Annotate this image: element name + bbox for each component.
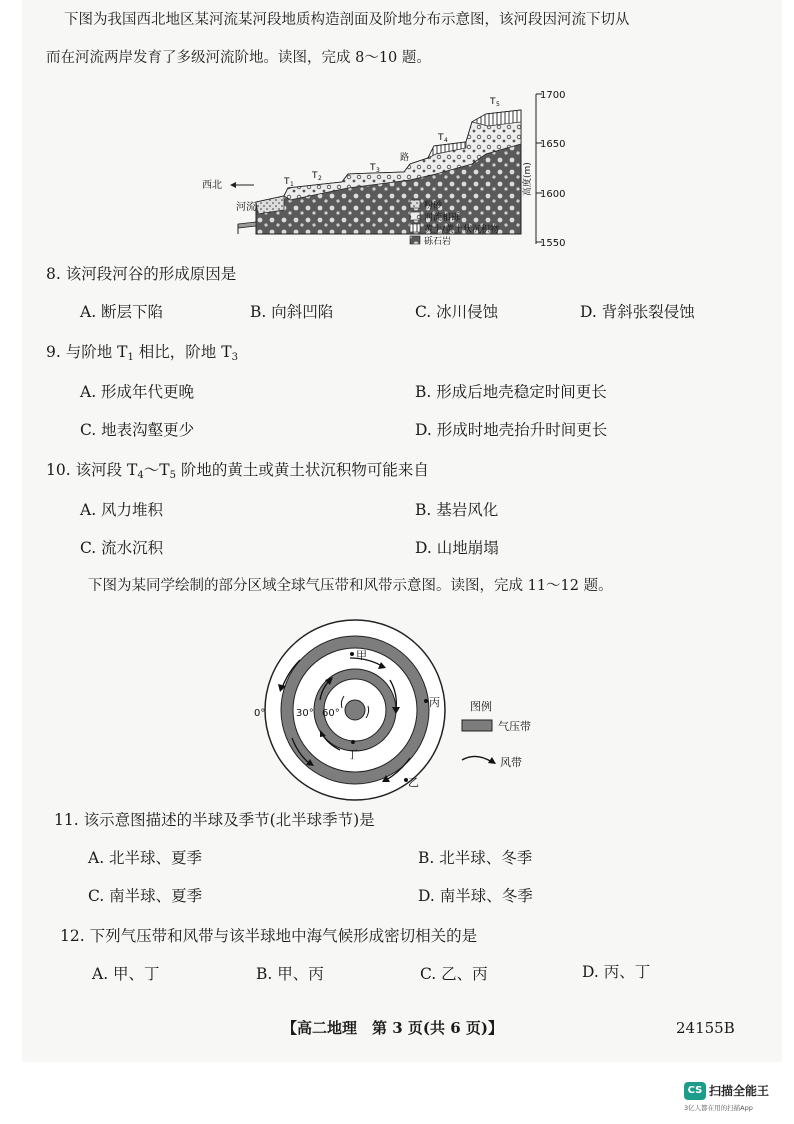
- question-12-stem: 12. 下列气压带和风带与该半球地中海气候形成密切相关的是: [60, 927, 478, 945]
- point-jia: 甲: [356, 649, 367, 662]
- question-8-option-b[interactable]: B. 向斜凹陷: [250, 303, 334, 321]
- question-9-option-c[interactable]: C. 地表沟壑更少: [80, 421, 195, 439]
- question-9-stem: 9. 与阶地 $T_1$ 相比，阶地 $T_3$: [46, 343, 238, 363]
- question-8-stem: 8. 该河段河谷的形成原因是: [46, 265, 237, 283]
- legend-wind-label: 风带: [500, 756, 522, 769]
- page-footer-title: 【高二地理 第 3 页(共 6 页)】: [282, 1019, 503, 1037]
- svg-text:2: 2: [318, 175, 322, 182]
- pressure-wind-figure: [240, 618, 560, 808]
- question-12-option-a[interactable]: A. 甲、丁: [92, 965, 160, 983]
- svg-text:4: 4: [444, 137, 448, 144]
- lat-0-label: 0°: [254, 708, 266, 719]
- question-11-stem: 11. 该示意图描述的半球及季节(北半球季节)是: [54, 811, 375, 829]
- intro2-text: 下图为某同学绘制的部分区域全球气压带和风带示意图。读图，完成 11～12 题。: [88, 578, 613, 594]
- lat-30-label: 30°: [296, 708, 314, 719]
- legend-pressure-swatch: [462, 720, 492, 731]
- axis-tick-1550: 1550: [540, 238, 566, 249]
- point-yi: 乙: [408, 776, 419, 789]
- legend-wind-arrow: [462, 756, 492, 762]
- intro-text-line1: 下图为我国西北地区某河流某河段地质构造剖面及阶地分布示意图，该河段因河流下切从: [64, 12, 630, 28]
- legend-conglomerate: 砾石岩: [424, 237, 452, 247]
- lat-60-label: 60°: [322, 708, 340, 719]
- legend-river-gravel: 河流相砾: [424, 213, 461, 223]
- question-12-option-c[interactable]: C. 乙、丙: [420, 965, 488, 983]
- question-10-option-c[interactable]: C. 流水沉积: [80, 539, 164, 557]
- question-10-option-b[interactable]: B. 基岩风化: [415, 501, 499, 519]
- intro-text-line2: 而在河流两岸发育了多级河流阶地。读图，完成 8～10 题。: [46, 50, 431, 66]
- terrace-label-t2: T: [312, 171, 318, 181]
- svg-text:1: 1: [290, 181, 294, 188]
- question-8-option-c[interactable]: C. 冰川侵蚀: [415, 303, 499, 321]
- question-12-option-b[interactable]: B. 甲、丙: [256, 965, 324, 983]
- camscanner-tagline: 3亿人都在用的扫描App: [684, 1104, 753, 1112]
- axis-tick-1700: 1700: [540, 90, 566, 101]
- legend-pressure-label: 气压带: [498, 720, 531, 733]
- legend-loess: 黄土/黄土状沉积物: [424, 225, 500, 235]
- question-11-option-d[interactable]: D. 南半球、冬季: [418, 887, 533, 905]
- question-8-option-d[interactable]: D. 背斜张裂侵蚀: [580, 303, 695, 321]
- terrace-label-t4: T: [438, 133, 444, 143]
- question-9-option-a[interactable]: A. 形成年代更晚: [80, 383, 195, 401]
- legend-silt: 粉砂: [424, 201, 443, 211]
- point-bing: 丙: [429, 696, 440, 709]
- polar-high: [345, 700, 365, 720]
- point-ding: 丁: [347, 748, 358, 761]
- direction-label: 西北: [202, 180, 222, 191]
- question-9-option-d[interactable]: D. 形成时地壳抬升时间更长: [415, 421, 608, 439]
- legend-title: 图例: [470, 700, 492, 713]
- river-label: 河流: [236, 202, 256, 213]
- axis-tick-1600: 1600: [540, 189, 566, 200]
- svg-text:3: 3: [376, 167, 380, 174]
- svg-text:5: 5: [496, 101, 500, 108]
- camscanner-logo-icon: CS: [684, 1082, 706, 1100]
- terrace-label-t5: T: [490, 97, 496, 107]
- terrace-label-t3: T: [370, 163, 376, 173]
- road-label: 路: [400, 153, 410, 163]
- axis-tick-1650: 1650: [540, 139, 566, 150]
- question-10-option-d[interactable]: D. 山地崩塌: [415, 539, 499, 557]
- question-11-option-c[interactable]: C. 南半球、夏季: [88, 887, 203, 905]
- axis-title: 高度(m): [523, 162, 533, 196]
- camscanner-name: 扫描全能王: [709, 1084, 770, 1098]
- question-10-stem: 10. 该河段 $T_4\sim T_5$ 阶地的黄土或黄土状沉积物可能来自: [46, 461, 429, 481]
- scanner-watermark: [684, 1076, 784, 1116]
- terrace-label-t1: T: [284, 177, 290, 187]
- river-terrace-figure: [196, 84, 566, 256]
- question-9-option-b[interactable]: B. 形成后地壳稳定时间更长: [415, 383, 607, 401]
- question-10-option-a[interactable]: A. 风力堆积: [80, 501, 164, 519]
- question-11-option-a[interactable]: A. 北半球、夏季: [88, 849, 203, 867]
- question-8-option-a[interactable]: A. 断层下陷: [80, 303, 164, 321]
- paper-code: 24155B: [676, 1019, 735, 1037]
- question-12-option-d[interactable]: D. 丙、丁: [582, 963, 651, 981]
- question-11-option-b[interactable]: B. 北半球、冬季: [418, 849, 533, 867]
